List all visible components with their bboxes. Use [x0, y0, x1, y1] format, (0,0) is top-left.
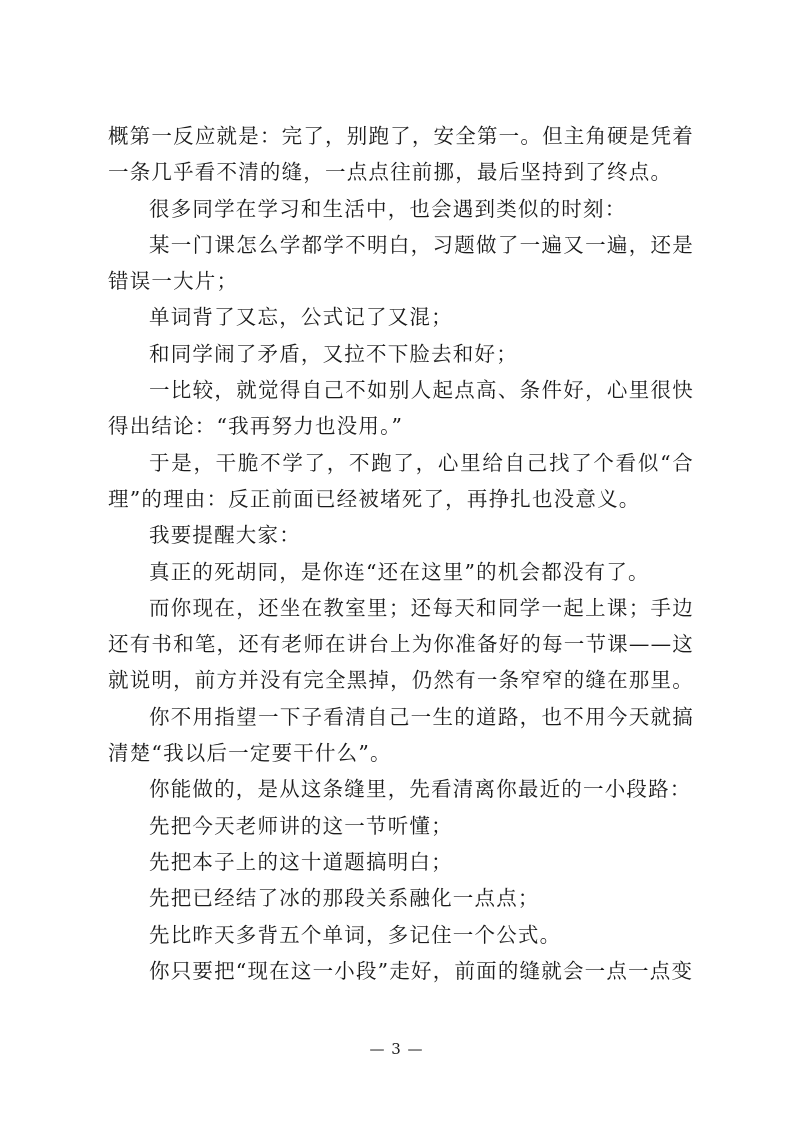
paragraph: 很多同学在学习和生活中，也会遇到类似的时刻：: [149, 196, 627, 221]
paragraph: 某一门课怎么学都学不明白，习题做了一遍又一遍，还是错误一大片；: [108, 232, 694, 294]
page-number: — 3 —: [369, 1040, 424, 1058]
paragraph: 先比昨天多背五个单词，多记住一个公式。: [149, 922, 562, 947]
paragraph: 你能做的，是从这条缝里，先看清离你最近的一小段路：: [149, 777, 692, 802]
paragraph: 单词背了又忘，公式记了又混；: [149, 305, 453, 330]
paragraph: 先把今天老师讲的这一节听懂；: [149, 813, 453, 838]
paragraph: 你不用指望一下子看清自己一生的道路，也不用今天就搞清楚“我以后一定要干什么”。: [108, 704, 694, 766]
paragraph: 你只要把“现在这一小段”走好，前面的缝就会一点一点变: [149, 958, 694, 983]
paragraph: 我要提醒大家：: [149, 523, 301, 548]
paragraph: 真正的死胡同，是你连“还在这里”的机会都没有了。: [149, 559, 650, 584]
paragraph: 于是，干脆不学了，不跑了，心里给自己找了个看似“合理”的理由：反正前面已经被堵死了，再挣扎也没意义。: [108, 450, 694, 511]
paragraph: 而你现在，还坐在教室里；还每天和同学一起上课；手边还有书和笔，还有老师在讲台上为你准备好的每一节课——这就说明，前方并没有完全黑掉，仍然有一条窄窄的缝在那里。: [108, 595, 694, 693]
paragraph: 一比较，就觉得自己不如别人起点高、条件好，心里很快得出结论：“我再努力也没用。”: [108, 378, 694, 439]
paragraph: 和同学闹了矛盾，又拉不下脸去和好；: [149, 341, 518, 366]
paragraph-continuation: 概第一反应就是：完了，别跑了，安全第一。但主角硬是凭着一条几乎看不清的缝，一点点往前挪，最后坚持到了终点。: [108, 124, 694, 185]
paragraph: 先把已经结了冰的那段关系融化一点点；: [149, 886, 540, 911]
document-body: [108, 118, 694, 989]
paragraph: 先把本子上的这十道题搞明白；: [149, 849, 453, 874]
